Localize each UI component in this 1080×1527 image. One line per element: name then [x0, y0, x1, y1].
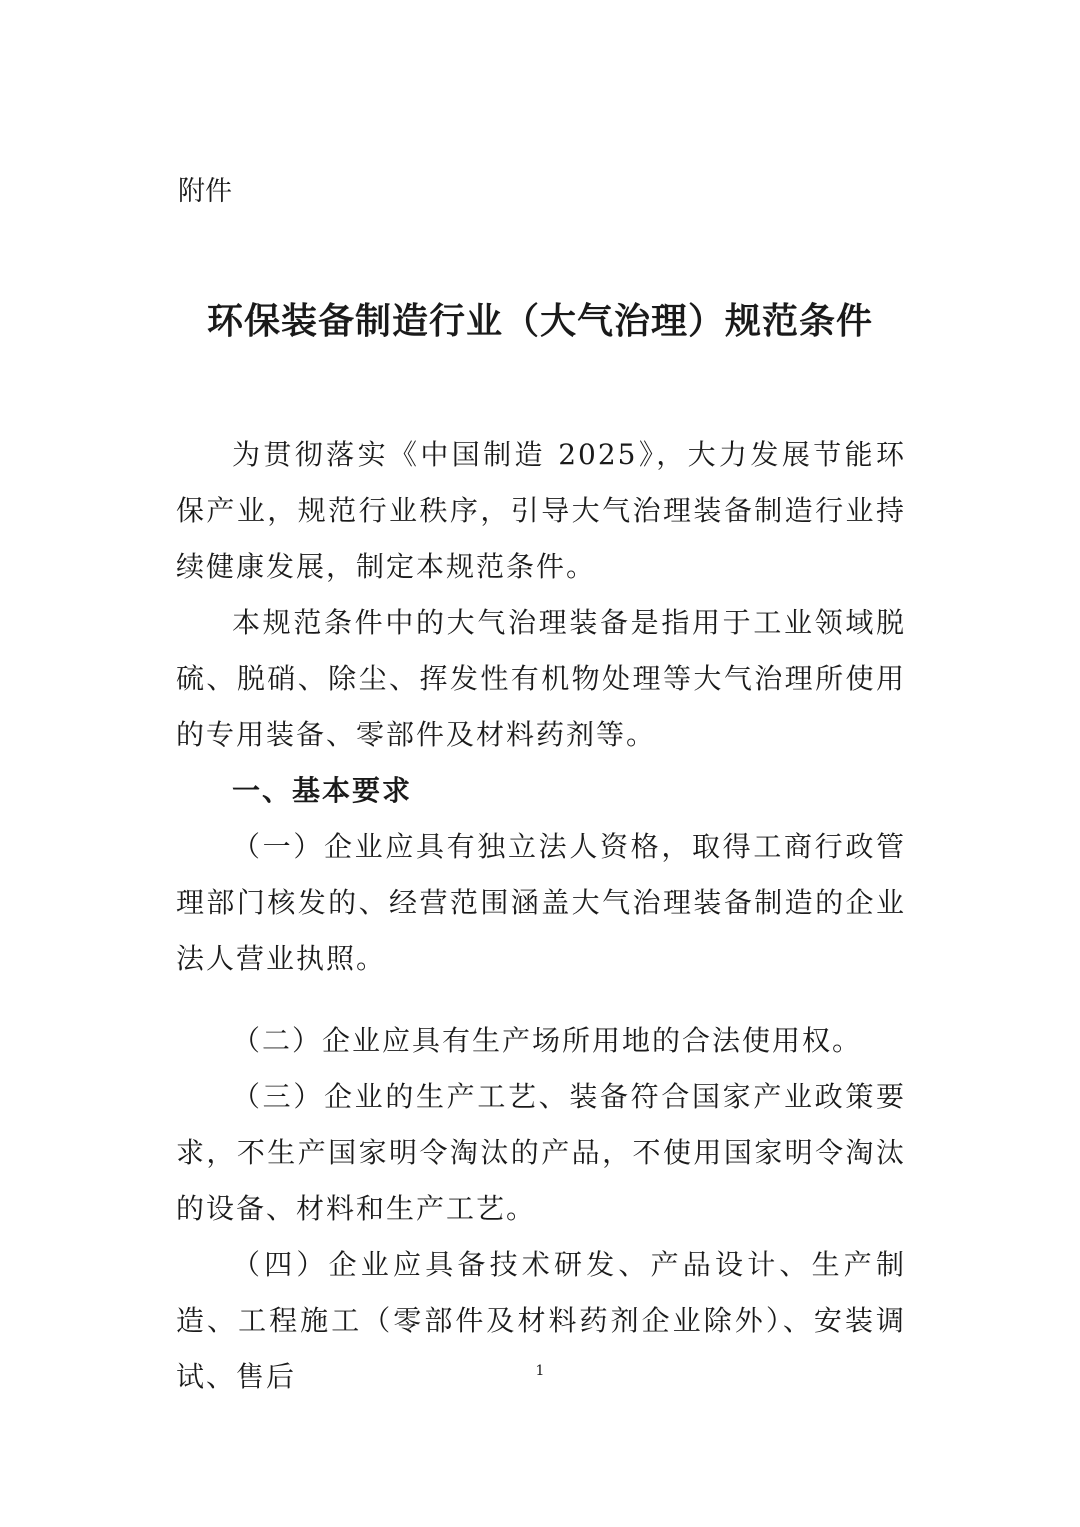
requirement-4: （四）企业应具备技术研发、产品设计、生产制造、工程施工（零部件及材料药剂企业除外）、安装调试、售后 — [176, 1248, 906, 1393]
attachment-label: 附件 — [178, 176, 232, 207]
intro-paragraph-2: 本规范条件中的大气治理装备是指用于工业领域脱硫、脱硝、除尘、挥发性有机物处理等大气治理所使用的专用装备、零部件及材料药剂等。 — [176, 606, 906, 751]
requirement-1: （一）企业应具有独立法人资格，取得工商行政管理部门核发的、经营范围涵盖大气治理装备制造的企业法人营业执照。 — [176, 830, 906, 975]
document-body — [176, 427, 906, 1405]
document-title: 环保装备制造行业（大气治理）规范条件 — [206, 301, 873, 342]
requirement-3: （三）企业的生产工艺、装备符合国家产业政策要求，不生产国家明令淘汰的产品，不使用国家明令淘汰的设备、材料和生产工艺。 — [176, 1080, 906, 1225]
section-heading: 一、基本要求 — [232, 774, 413, 807]
requirement-2: （二）企业应具有生产场所用地的合法使用权。 — [232, 1024, 863, 1057]
page-number: 1 — [535, 1363, 545, 1379]
intro-paragraph-1: 为贯彻落实《中国制造 2025》，大力发展节能环保产业，规范行业秩序，引导大气治理装备制造行业持续健康发展，制定本规范条件。 — [176, 438, 906, 583]
